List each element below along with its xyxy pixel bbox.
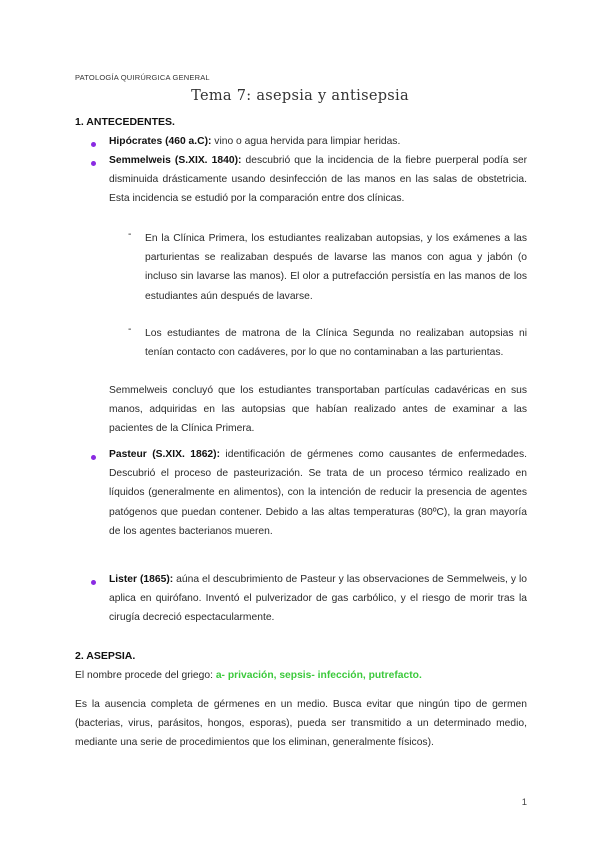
section-heading-antecedentes: 1. ANTECEDENTES. — [75, 116, 175, 128]
text-lister: aúna el descubrimiento de Pasteur y las observaciones de Semmelweis, y lo aplica en quirófano. Inventó el pulverizador de gas carbólico, y el riesgo de morir tras la cirugía decreció espectacularmente. — [109, 574, 527, 624]
name-hipocrates: Hipócrates (460 a.C): — [109, 136, 212, 147]
paragraph-definition: Es la ausencia completa de gérmenes en un medio. Busca evitar que ningún tipo de germen (bacterias, virus, parásitos, hongos, esporas), pueda ser transmitido a un determinado medio, mediante una serie de procedimientos que los eliminan, generalmente físicos). — [75, 699, 527, 749]
page-title: Tema 7: asepsia y antisepsia — [191, 88, 409, 104]
paragraph-lister — [109, 570, 527, 628]
name-semmelweis: Semmelweis (S.XIX. 1840): — [109, 155, 242, 166]
name-lister: Lister (1865): — [109, 574, 174, 585]
dash-marker: - — [128, 229, 132, 240]
paragraph-semmelweis — [109, 151, 527, 209]
paragraph-origin — [75, 666, 527, 685]
origin-text: El nombre procede del griego: — [75, 670, 216, 681]
name-pasteur: Pasteur (S.XIX. 1862): — [109, 449, 220, 460]
sublist-item-clinica-segunda: Los estudiantes de matrona de la Clínica Segunda no realizaban autopsias ni tenían contacto con cadáveres, por lo que no contaminaban a las parturientas. — [145, 328, 527, 359]
bullet-icon — [91, 161, 96, 166]
text-hipocrates: vino o agua hervida para limpiar heridas. — [211, 136, 401, 147]
paragraph-semmelweis-conclusion: Semmelweis concluyó que los estudiantes transportaban partículas cadavéricas en sus manos, adquiridas en las autopsias que habían realizado antes de examinar a las pacientes de la Clínica Primera. — [109, 385, 527, 435]
text-semmelweis: descubrió que la incidencia de la fiebre puerperal podía ser disminuida drásticamente usando desinfección de las manos en las salas de obstetricia. Esta incidencia se estudió por la comparación entre dos clínicas. — [109, 155, 528, 205]
bullet-icon — [91, 142, 96, 147]
paragraph-hipocrates — [109, 132, 527, 151]
paragraph-pasteur — [109, 445, 527, 541]
bullet-icon — [91, 580, 96, 585]
origin-etymology: a- privación, sepsis- infección, putrefacto. — [215, 670, 422, 681]
text-pasteur: identificación de gérmenes como causantes de enfermedades. Descubrió el proceso de pasteurización. Se trata de un proceso térmico realizado en líquidos (generalmente en alimentos), con la intención de reducir la presencia de agentes patógenos que puedan contener. Debido a las altas temperaturas (80ºC), la gran mayoría de los agentes bacterianos mueren. — [109, 449, 527, 537]
page-number: 1 — [521, 797, 527, 808]
dash-marker: - — [128, 324, 132, 335]
section-heading-asepsia: 2. ASEPSIA. — [75, 650, 136, 662]
bullet-icon — [91, 455, 96, 460]
sublist-item-clinica-primera: En la Clínica Primera, los estudiantes realizaban autopsias, y los exámenes a las parturientas se realizaban después de lavarse las manos con agua y jabón (o incluso sin lavarse las manos). El olor a putrefacción persistía en las manos de los estudiantes aún después de lavarse. — [145, 233, 527, 302]
running-header: PATOLOGÍA QUIRÚRGICA GENERAL — [75, 73, 210, 82]
